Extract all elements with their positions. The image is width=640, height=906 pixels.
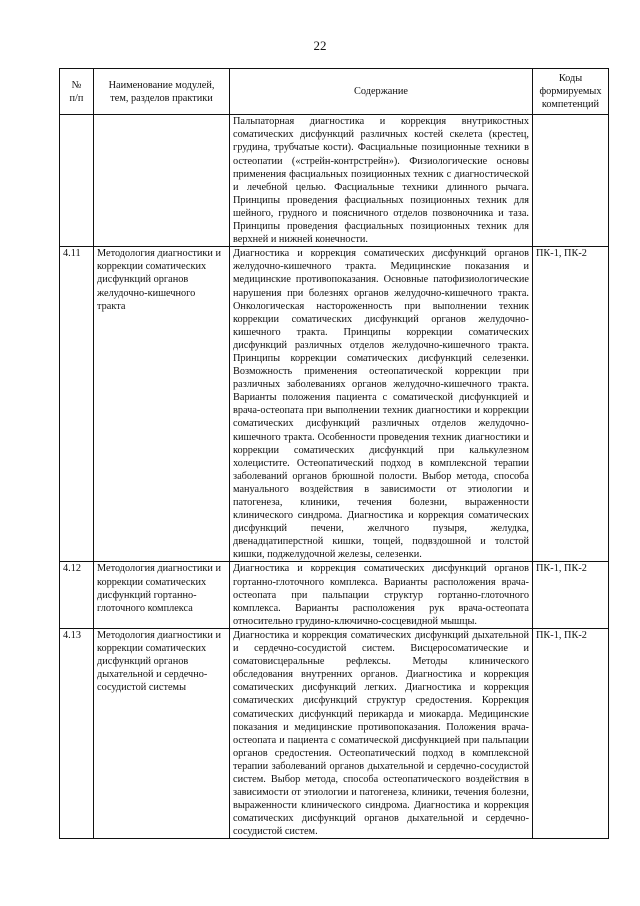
table-header-row <box>60 69 609 115</box>
row-number: 4.11 <box>60 247 94 562</box>
table-row <box>60 628 609 839</box>
header-name: Наименование модулей, тем, разделов практики <box>94 69 230 115</box>
row-name: Методология диагностики и коррекции соматических дисфункций органов дыхательной и сердечно-сосудистой системы <box>94 628 230 839</box>
row-number: 4.12 <box>60 562 94 628</box>
row-number: 4.13 <box>60 628 94 839</box>
row-codes: ПК-1, ПК-2 <box>533 628 609 839</box>
page-number: 22 <box>313 38 327 53</box>
curriculum-table <box>59 68 609 839</box>
row-codes: ПК-1, ПК-2 <box>533 247 609 562</box>
header-content: Содержание <box>230 69 533 115</box>
table-row <box>60 562 609 628</box>
row-number <box>60 115 94 247</box>
row-name: Методология диагностики и коррекции соматических дисфункций органов желудочно-кишечного тракта <box>94 247 230 562</box>
table-row <box>60 247 609 562</box>
table-row <box>60 115 609 247</box>
row-content: Диагностика и коррекция соматических дисфункций органов гортанно-глоточного комплекса. Варианты расположения врача-остеопата при пальпации структур гортанно-глоточного комплекса. Варианты расположения рук врача-остеопата относительно грудино-ключично-сосцевидной мышцы. <box>230 562 533 628</box>
row-content: Диагностика и коррекция соматических дисфункций дыхательной и сердечно-сосудистой систем. Висцеросоматические и соматовисцеральные рефлексы. Методы клинического обследования внутренних органов. Диагностика и коррекция соматических дисфункций легких. Диагностика и коррекция соматических дисфункций структур средостения. Коррекция соматических дисфункций перикарда и миокарда. Медицинские показания и медицинские противопоказания. Положения врача-остеопата и пациента с соматической дисфункцией при пальпации органов средостения. Остеопатический подход в комплексной терапии заболеваний органов дыхательной и сердечно-сосудистой систем. Выбор метода, способа остеопатического воздействия в зависимости от этиологии и патогенеза, клиники, течения болезни, выраженности клинического синдрома. Диагностика и коррекция соматических дисфункций органов дыхательной и сердечно-сосудистой систем. <box>230 628 533 839</box>
row-codes <box>533 115 609 247</box>
header-number: № п/п <box>60 69 94 115</box>
row-content: Диагностика и коррекция соматических дисфункций органов желудочно-кишечного тракта. Медицинские показания и медицинские противопоказания. Основные патофизиологические нарушения при болезнях органов желудочно-кишечного тракта. Онкологическая настороженность при выполнении техник коррекции соматических дисфункций органов желудочно-кишечного тракта. Принципы коррекции соматических дисфункций различных отделов желудочно-кишечного тракта. Принципы коррекции соматических дисфункций селезенки. Возможность применения остеопатической коррекции при различных заболеваниях органов желудочно-кишечного тракта. Варианты положения пациента с соматической дисфункцией и врача-остеопата при выполнении техник диагностики и коррекции соматических дисфункций различных отделов желудочно-кишечного тракта. Особенности проведения техник диагностики и коррекции соматических дисфункций при калькулезном холецистите. Остеопатический подход в комплексной терапии заболеваний органов брюшной полости. Выбор метода, способа мануального воздействия в зависимости от этиологии и патогенеза, клиники, течения болезни, выраженности клинического синдрома. Диагностика и коррекция соматических дисфункций печени, желчного пузыря, желудка, двенадцатиперстной кишки, тощей, подвздошной и толстой кишки, поджелудочной железы, селезенки. <box>230 247 533 562</box>
row-name: Методология диагностики и коррекции соматических дисфункций гортанно-глоточного комплекса <box>94 562 230 628</box>
row-name <box>94 115 230 247</box>
row-codes: ПК-1, ПК-2 <box>533 562 609 628</box>
row-content: Пальпаторная диагностика и коррекция внутрикостных соматических дисфункций различных костей скелета (крестец, грудина, трубчатые кости). Фасциальные позиционные техники в остеопатии («стрейн-контрстрейн»). Физиологические основы применения фасциальных позиционных техник с диагностической и лечебной целью. Фасциальные техники длинного рычага. Принципы проведения фасциальных позиционных техник для шейного, грудного и поясничного отделов позвоночника и таза. Принципы проведения фасциальных позиционных техник для верхней и нижней конечности. <box>230 115 533 247</box>
header-codes: Коды формируемых компетенций <box>533 69 609 115</box>
